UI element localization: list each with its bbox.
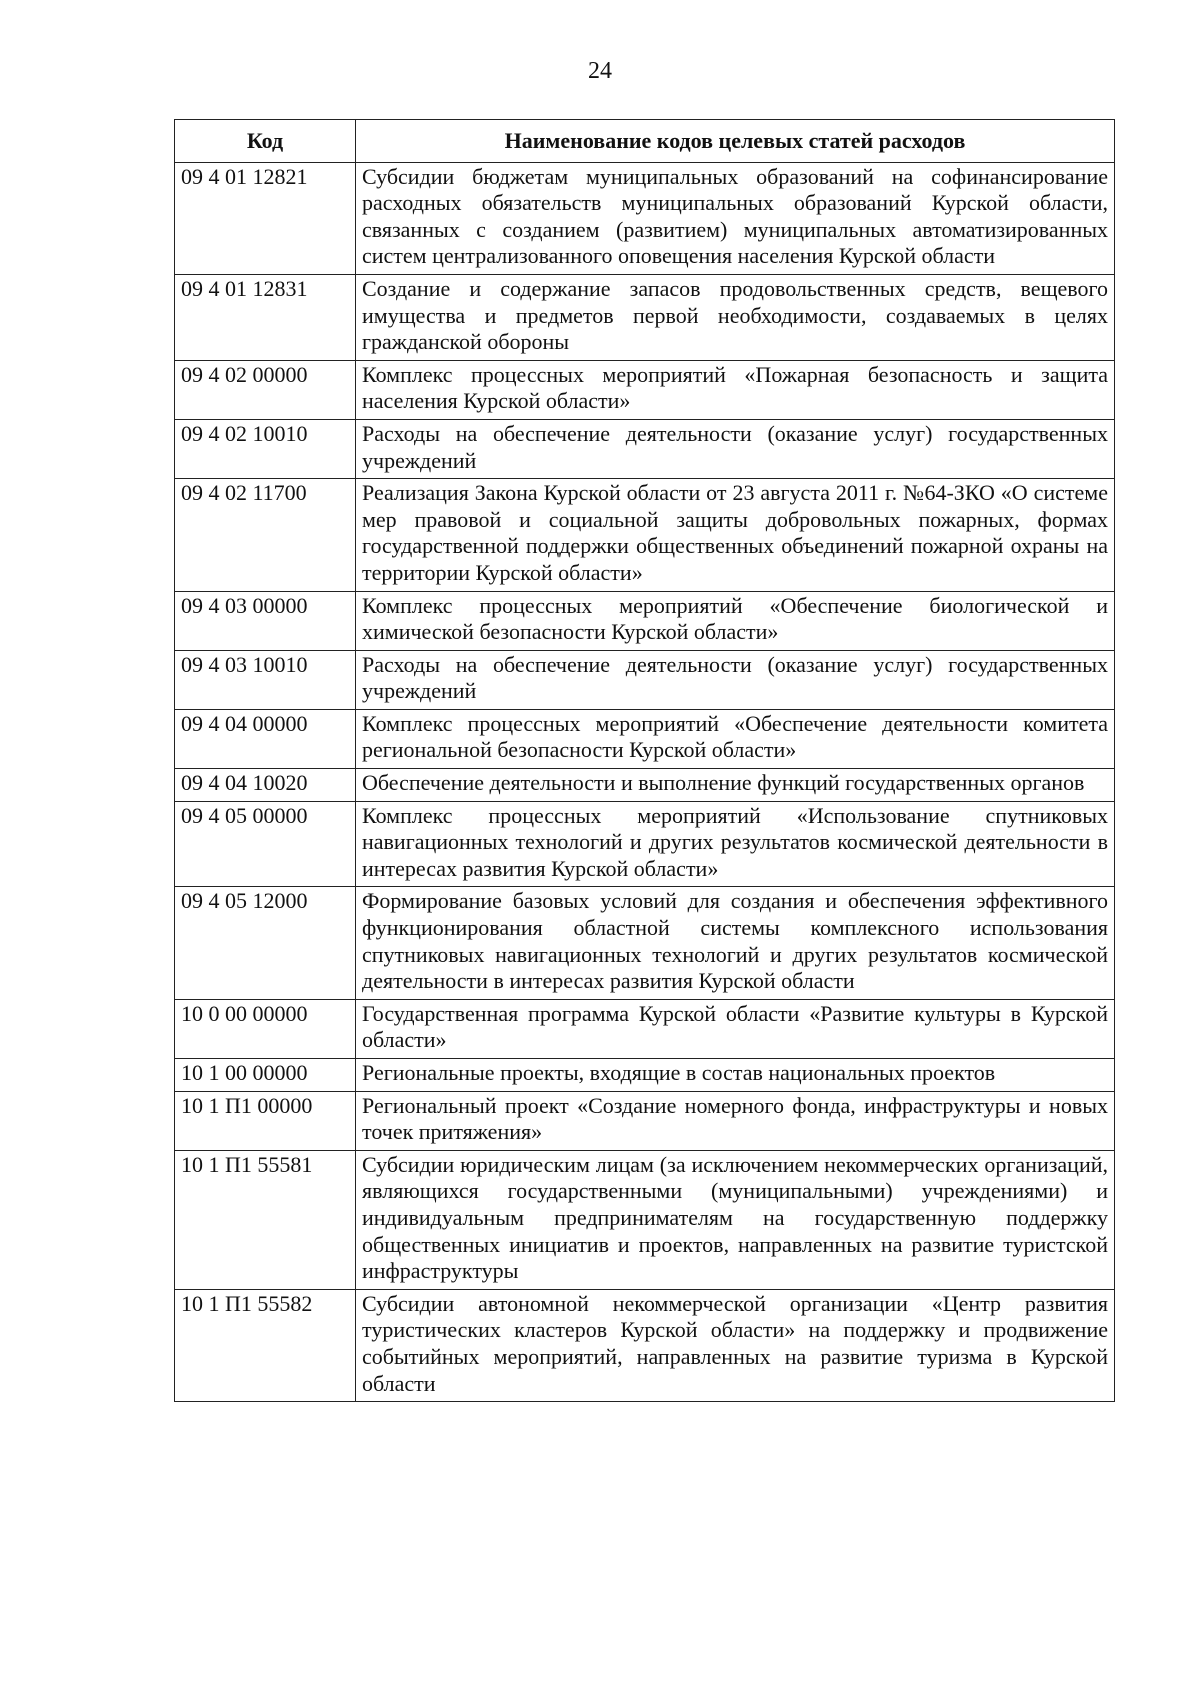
table-row (175, 419, 1115, 478)
row-name: Региональные проекты, входящие в состав национальных проектов (356, 1059, 1115, 1092)
row-code: 09 4 02 00000 (175, 360, 356, 419)
table-row (175, 999, 1115, 1058)
header-code: Код (175, 120, 356, 163)
row-code: 09 4 04 00000 (175, 709, 356, 768)
row-code: 09 4 01 12821 (175, 162, 356, 274)
table-row (175, 1059, 1115, 1092)
row-name: Формирование базовых условий для создания и обеспечения эффективного функционирования областной системы комплексного использования спутниковых навигационных технологий и других результатов космической деятельности в интересах развития Курской области (356, 887, 1115, 999)
row-code: 09 4 04 10020 (175, 769, 356, 802)
row-name: Комплекс процессных мероприятий «Обеспечение деятельности комитета региональной безопасности Курской области» (356, 709, 1115, 768)
row-code: 09 4 05 12000 (175, 887, 356, 999)
table-row (175, 709, 1115, 768)
row-name: Создание и содержание запасов продовольственных средств, вещевого имущества и предметов первой необходимости, создаваемых в целях гражданской обороны (356, 274, 1115, 360)
row-name: Субсидии автономной некоммерческой организации «Центр развития туристических кластеров Курской области» на поддержку и продвижение событийных мероприятий, направленных на развитие туризма в Курской области (356, 1289, 1115, 1401)
row-code: 09 4 02 11700 (175, 479, 356, 591)
row-name: Обеспечение деятельности и выполнение функций государственных органов (356, 769, 1115, 802)
table-row (175, 1289, 1115, 1401)
row-code: 10 1 П1 00000 (175, 1091, 356, 1150)
row-name: Государственная программа Курской области «Развитие культуры в Курской области» (356, 999, 1115, 1058)
row-name: Субсидии юридическим лицам (за исключением некоммерческих организаций, являющихся государственными (муниципальными) учреждениями) и индивидуальным предпринимателям на государственную поддержку общественных инициатив и проектов, направленных на развитие туристской инфраструктуры (356, 1150, 1115, 1289)
table-row (175, 591, 1115, 650)
row-code: 10 1 П1 55581 (175, 1150, 356, 1289)
row-name: Расходы на обеспечение деятельности (оказание услуг) государственных учреждений (356, 650, 1115, 709)
row-code: 10 1 00 00000 (175, 1059, 356, 1092)
row-code: 09 4 03 10010 (175, 650, 356, 709)
row-code: 09 4 03 00000 (175, 591, 356, 650)
row-code: 10 1 П1 55582 (175, 1289, 356, 1401)
row-name: Комплекс процессных мероприятий «Использование спутниковых навигационных технологий и других результатов космической деятельности в интересах развития Курской области» (356, 801, 1115, 887)
row-name: Расходы на обеспечение деятельности (оказание услуг) государственных учреждений (356, 419, 1115, 478)
row-name: Реализация Закона Курской области от 23 августа 2011 г. №64-ЗКО «О системе мер правовой и социальной защиты добровольных пожарных, формах государственной поддержки общественных объединений пожарной охраны на территории Курской области» (356, 479, 1115, 591)
row-name: Региональный проект «Создание номерного фонда, инфраструктуры и новых точек притяжения» (356, 1091, 1115, 1150)
row-code: 10 0 00 00000 (175, 999, 356, 1058)
table-row (175, 801, 1115, 887)
table-row (175, 1091, 1115, 1150)
table-header-row (175, 120, 1115, 163)
table-row (175, 769, 1115, 802)
row-code: 09 4 02 10010 (175, 419, 356, 478)
table-row (175, 274, 1115, 360)
table-row (175, 360, 1115, 419)
row-name: Субсидии бюджетам муниципальных образований на софинансирование расходных обязательств муниципальных образований Курской области, связанных с созданием (развитием) муниципальных автоматизированных систем централизованного оповещения населения Курской области (356, 162, 1115, 274)
target-expense-codes-table (174, 119, 1115, 1402)
row-name: Комплекс процессных мероприятий «Пожарная безопасность и защита населения Курской области» (356, 360, 1115, 419)
row-name: Комплекс процессных мероприятий «Обеспечение биологической и химической безопасности Курской области» (356, 591, 1115, 650)
row-code: 09 4 05 00000 (175, 801, 356, 887)
table-row (175, 887, 1115, 999)
header-name: Наименование кодов целевых статей расходов (356, 120, 1115, 163)
table-row (175, 479, 1115, 591)
table-row (175, 1150, 1115, 1289)
table-row (175, 162, 1115, 274)
page-number: 24 (588, 58, 612, 84)
table-row (175, 650, 1115, 709)
row-code: 09 4 01 12831 (175, 274, 356, 360)
